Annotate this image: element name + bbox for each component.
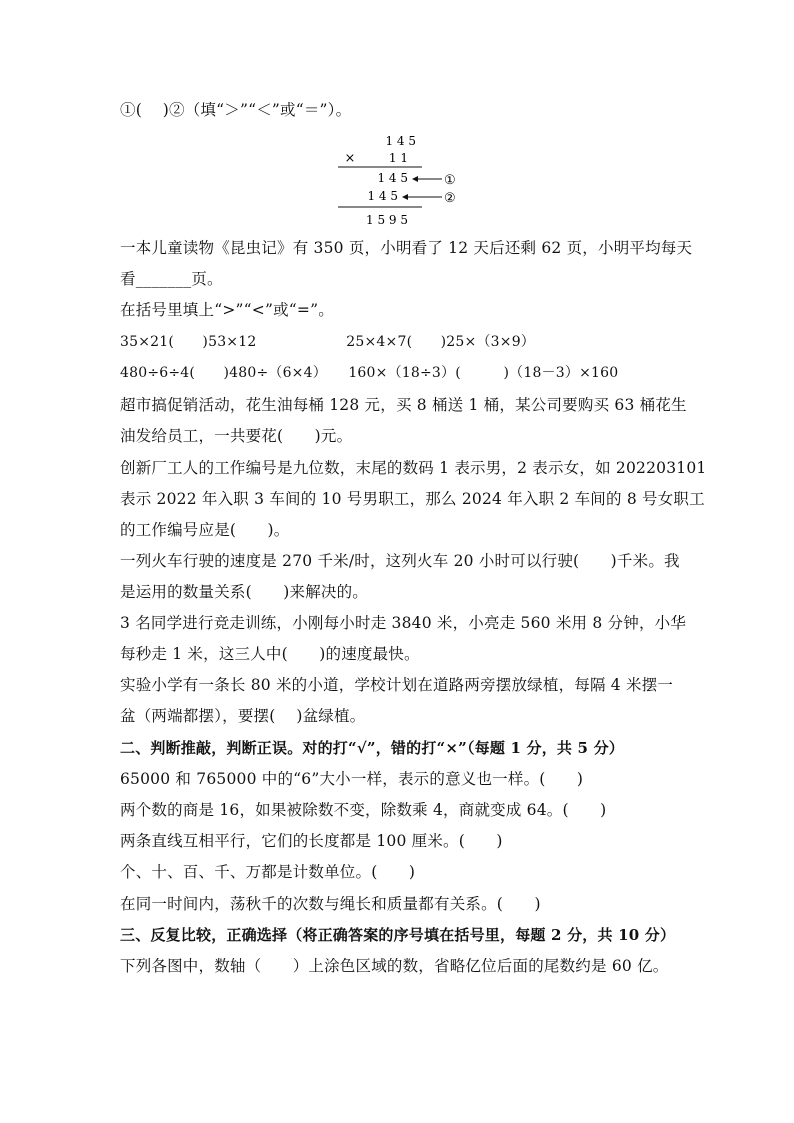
judgment-item: 在同一时间内，荡秋千的次数与绳长和质量都有关系。( )	[120, 895, 541, 913]
question-line: 表示 2022 年入职 3 车间的 10 号男职工，那么 2024 年入职 2 车间的 8 号女职工	[120, 490, 705, 508]
question-line: 创新厂工人的工作编号是九位数，末尾的数码 1 表示男，2 表示女，如 202203101	[120, 459, 707, 477]
judgment-item: 个、十、百、千、万都是计数单位。( )	[120, 863, 416, 881]
choice-question: 下列各图中，数轴（ ）上涂色区域的数，省略亿位后面的尾数约是 60 亿。	[120, 957, 669, 975]
mult-row4: 1 4 5	[367, 189, 398, 203]
question-line: 实验小学有一条长 80 米的小道，学校计划在道路两旁摆放绿植，每隔 4 米摆一	[120, 676, 674, 694]
times-sign: ×	[344, 151, 356, 166]
mult-row3: 1 4 5	[377, 171, 408, 185]
marker-2: ②	[444, 191, 456, 206]
section-3-title: 三、反复比较，正确选择（将正确答案的序号填在括号里，每题 2 分，共 10 分）	[120, 926, 676, 944]
question-line: 盆（两端都摆），要摆( )盆绿植。	[120, 707, 366, 725]
question-line: 一列火车行驶的速度是 270 千米/时，这列火车 20 小时可以行驶( )千米。我	[120, 552, 680, 570]
judgment-item: 两条直线互相平行，它们的长度都是 100 厘米。( )	[120, 832, 503, 850]
question-line: 480÷6÷4( )480÷（6×4） 160×（18÷3）( )（18－3）×160	[120, 365, 619, 381]
judgment-item: 两个数的商是 16，如果被除数不变，除数乘 4，商就变成 64。( )	[120, 801, 607, 819]
judgment-item: 65000 和 765000 中的“6”大小一样，表示的意义也一样。( )	[120, 770, 584, 788]
question-line: 每秒走 1 米，这三人中( )的速度最快。	[120, 645, 420, 663]
question-line: 一本儿童读物《昆虫记》有 350 页，小明看了 12 天后还剩 62 页，小明平均每天	[120, 239, 693, 257]
question-line: 的工作编号应是( )。	[120, 521, 290, 539]
mult-result: 1 5 9 5	[366, 213, 408, 227]
question-line: 超市搞促销活动，花生油每桶 128 元，买 8 桶送 1 桶，某公司要购买 63 桶花生	[120, 396, 687, 414]
arrow-2-head	[402, 194, 408, 200]
mult-row2: 1 1	[388, 151, 408, 165]
arrow-1-head	[412, 176, 418, 182]
question-line: 35×21( )53×12 25×4×7( )25×（3×9）	[120, 334, 535, 350]
vertical-multiplication	[330, 128, 480, 233]
question-line: 油发给员工，一共要花( )元。	[120, 427, 353, 445]
top-instruction: ①( )②（填“＞”“＜”或“＝”）。	[120, 101, 352, 119]
question-line: 3 名同学进行竞走训练，小刚每小时走 3840 米，小亮走 560 米用 8 分钟，小华	[120, 614, 687, 632]
question-line: 在括号里填上“>”“<”或“=”。	[120, 301, 334, 319]
mult-row1: 1 4 5	[385, 134, 416, 148]
question-line: 是运用的数量关系( )来解决的。	[120, 583, 368, 601]
marker-1: ①	[444, 173, 456, 188]
question-line: 看_______页。	[120, 270, 223, 288]
section-2-title: 二、判断推敲，判断正误。对的打“√”，错的打“×”（每题 1 分，共 5 分）	[120, 739, 625, 757]
